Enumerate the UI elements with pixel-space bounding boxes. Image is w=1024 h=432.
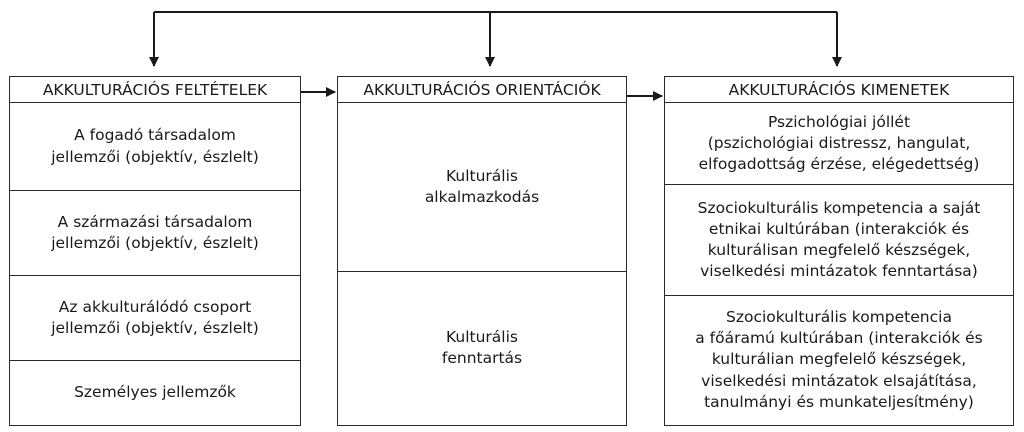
orientations-cell-1: Kulturális alkalmazkodás (424, 166, 540, 206)
outcomes-cell-1: Pszichológiai jóllét (pszichológiai distressz, hangulat, elfogadottság érzése, elégedettség) (698, 112, 980, 174)
outcomes-header: AKKULTURÁCIÓS KIMENETEK (665, 77, 1013, 103)
orientations-cell-2: Kulturális fenntartás (338, 271, 626, 424)
conditions-column (9, 76, 301, 426)
conditions-cell-3: Az akkulturálódó csoport jellemzői (objektív, észlelt) (10, 275, 300, 360)
conditions-cell-1: A fogadó társadalom jellemzői (objektív, észlelt) (51, 126, 259, 166)
orientations-column (337, 76, 627, 426)
orientations-header: AKKULTURÁCIÓS ORIENTÁCIÓK (338, 77, 626, 103)
feedback-arrows (154, 12, 837, 66)
outcomes-column (664, 76, 1014, 426)
conditions-header: AKKULTURÁCIÓS FELTÉTELEK (10, 77, 300, 103)
conditions-cell-2: A származási társadalom jellemzői (objektív, észlelt) (10, 190, 300, 275)
outcomes-cell-3: Szociokulturális kompetencia a főáramú kultúrában (interakciók és kulturálian megfelelő készségek, viselkedési mintázatok elsajátítása, tanulmányi és munkateljesítmény) (665, 295, 1013, 424)
conditions-cell-4: Személyes jellemzők (10, 360, 300, 424)
outcomes-cell-2: Szociokulturális kompetencia a saját etnikai kultúrában (interakciók és kulturálisan megfelelő készségek, viselkedési mintázatok fenntartása) (665, 184, 1013, 295)
